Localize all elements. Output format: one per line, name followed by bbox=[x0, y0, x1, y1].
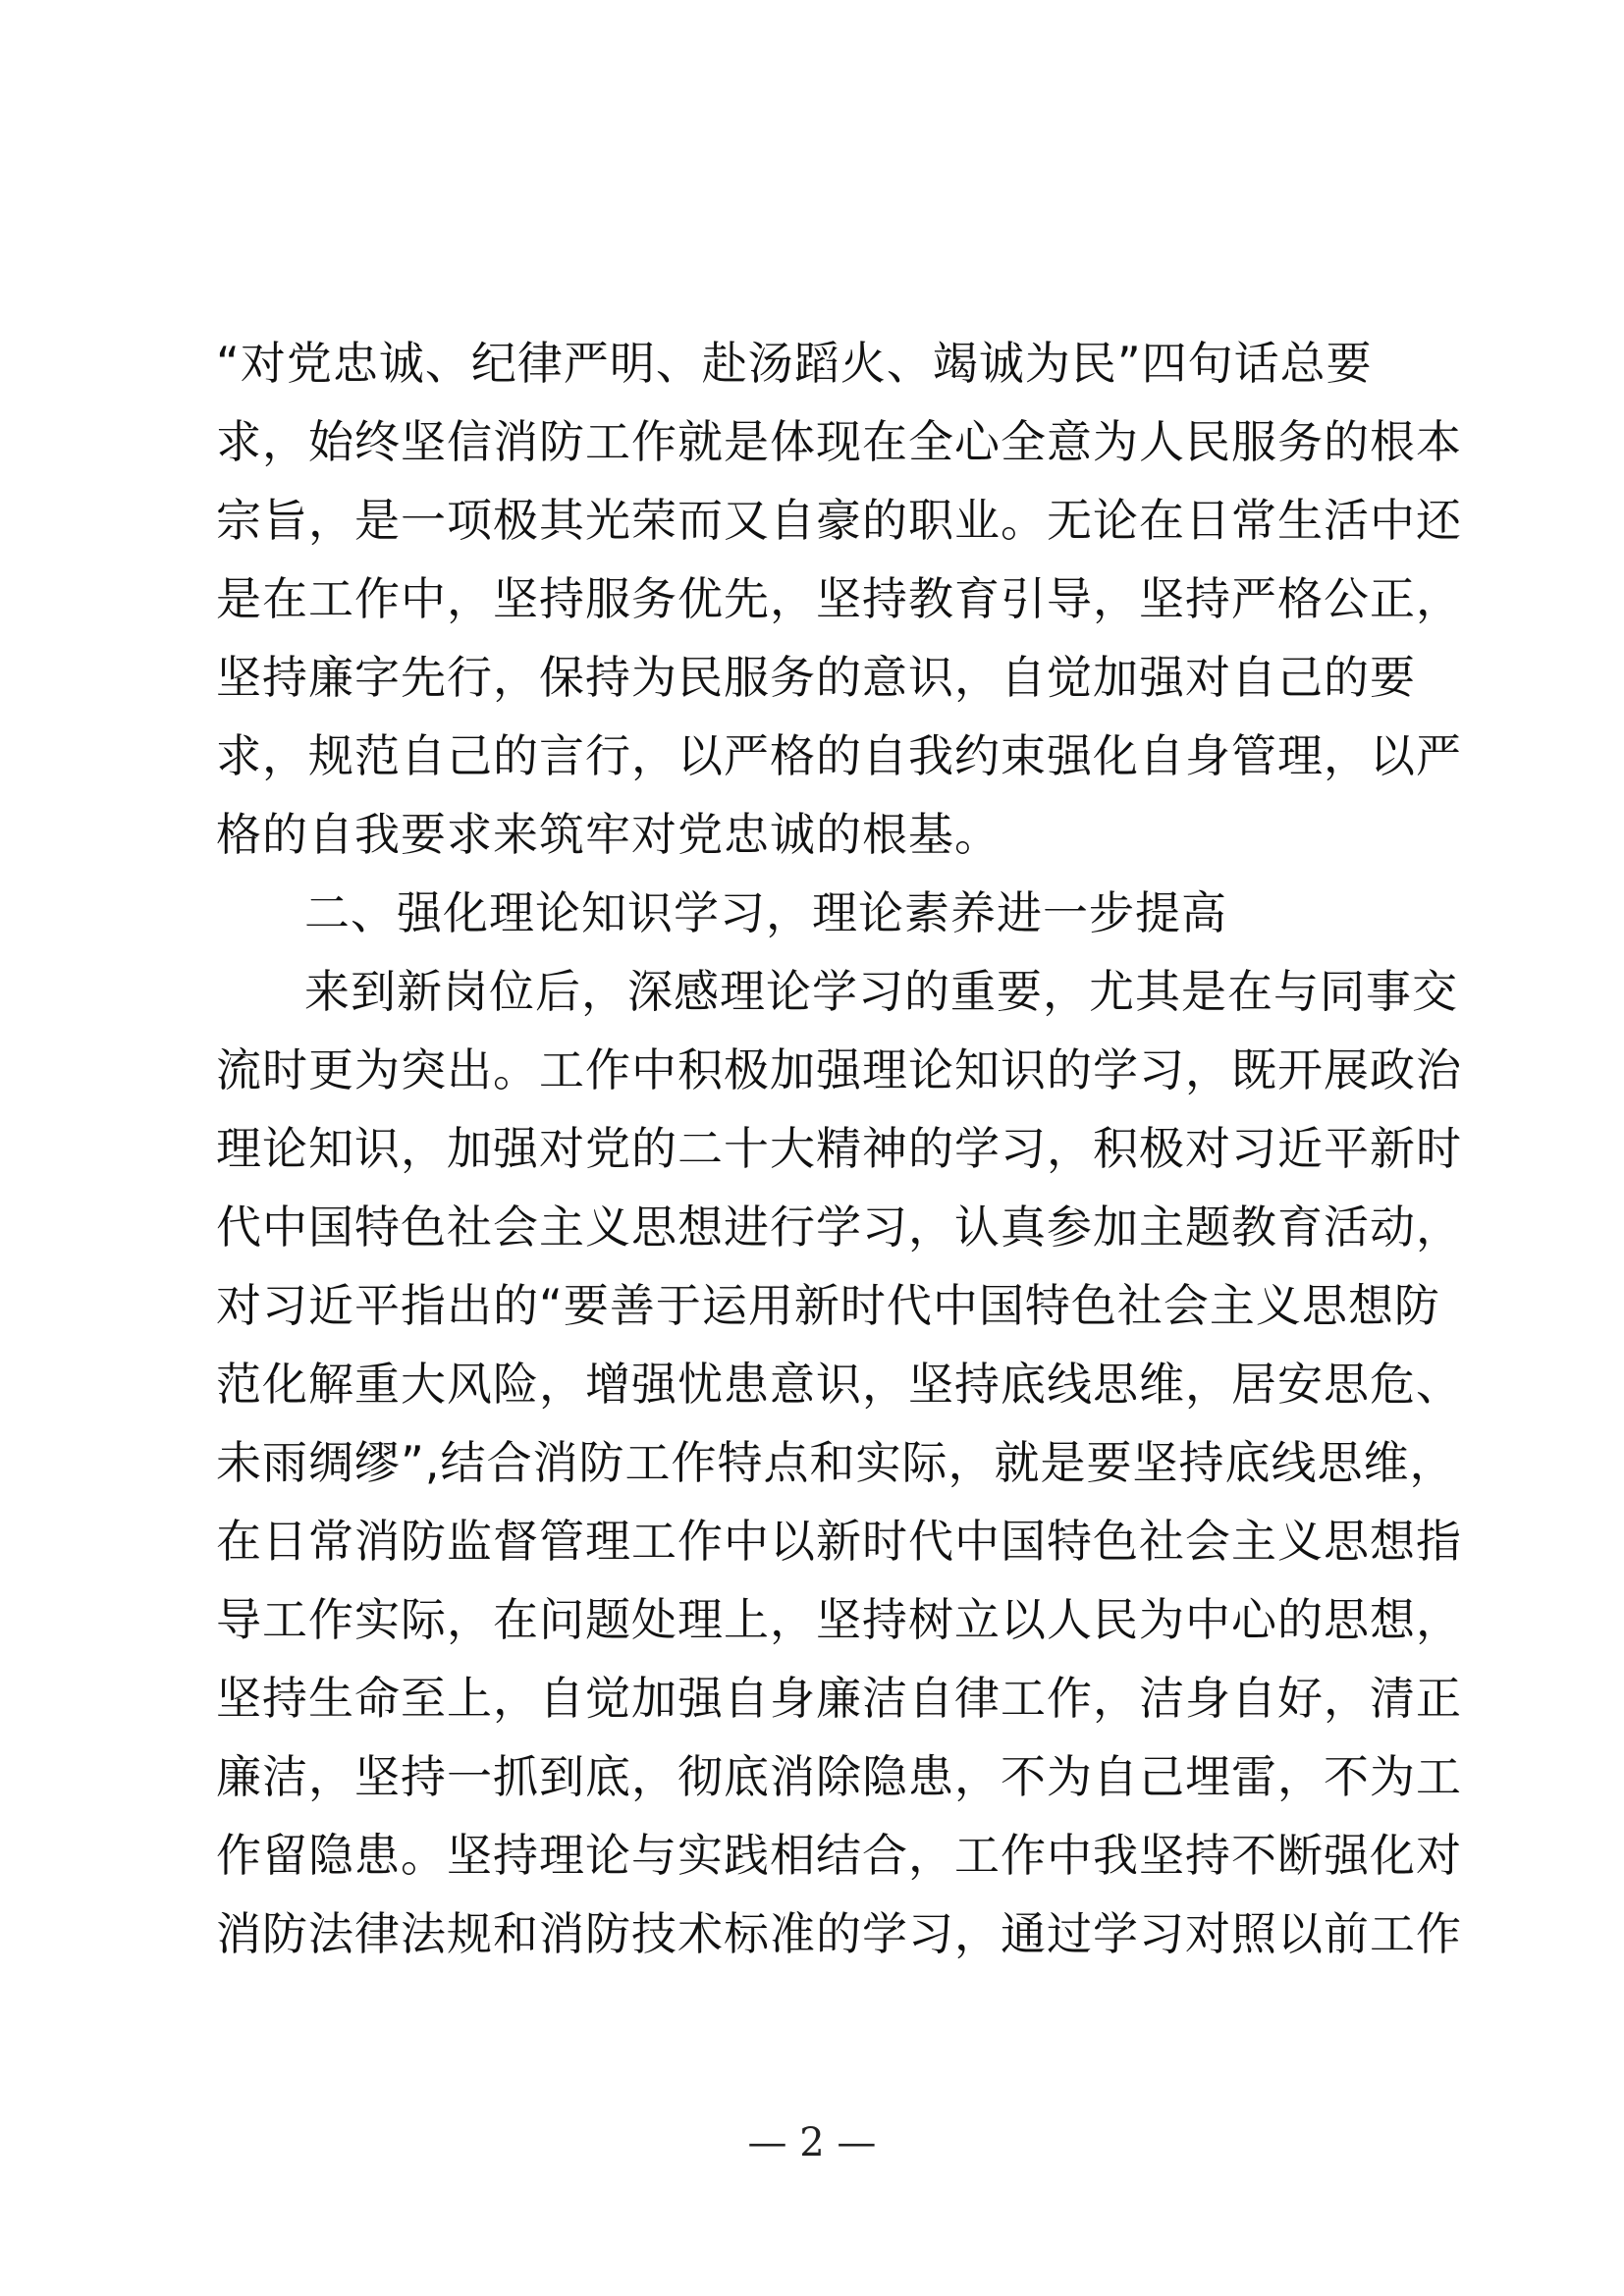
text-line: 坚持生命至上，自觉加强自身廉洁自律工作，洁身自好，清正 bbox=[216, 1672, 1462, 1725]
text-line: 未雨绸缪”,结合消防工作特点和实际，就是要坚持底线思维， bbox=[216, 1436, 1456, 1489]
text-line: 求，始终坚信消防工作就是体现在全心全意为人民服务的根本 bbox=[216, 415, 1462, 468]
page-number: — 2 — bbox=[747, 2120, 877, 2165]
text-line: 来到新岗位后，深感理论学习的重要，尤其是在与同事交 bbox=[304, 965, 1458, 1018]
text-line: 范化解重大风险，增强忧患意识，坚持底线思维，居安思危、 bbox=[216, 1358, 1462, 1411]
text-line: 作留隐患。坚持理论与实践相结合，工作中我坚持不断强化对 bbox=[216, 1829, 1462, 1882]
section-heading: 二、强化理论知识学习，理论素养进一步提高 bbox=[304, 886, 1227, 939]
text-line: 在日常消防监督管理工作中以新时代中国特色社会主义思想指 bbox=[216, 1515, 1462, 1568]
text-line: “对党忠诚、纪律严明、赴汤蹈火、竭诚为民”四句话总要 bbox=[216, 337, 1373, 390]
text-line: 求，规范自己的言行，以严格的自我约束强化自身管理，以严 bbox=[216, 729, 1462, 782]
text-line: 消防法律法规和消防技术标准的学习，通过学习对照以前工作 bbox=[216, 1907, 1462, 1960]
text-line: 代中国特色社会主义思想进行学习，认真参加主题教育活动， bbox=[216, 1201, 1462, 1254]
text-line: 对习近平指出的“要善于运用新时代中国特色社会主义思想防 bbox=[216, 1279, 1440, 1332]
text-line: 廉洁，坚持一抓到底，彻底消除隐患，不为自己埋雷，不为工 bbox=[216, 1750, 1462, 1803]
text-line: 格的自我要求来筑牢对党忠诚的根基。 bbox=[216, 808, 1001, 861]
text-line: 坚持廉字先行，保持为民服务的意识，自觉加强对自己的要 bbox=[216, 651, 1416, 704]
text-line: 理论知识，加强对党的二十大精神的学习，积极对习近平新时 bbox=[216, 1122, 1462, 1175]
text-line: 宗旨，是一项极其光荣而又自豪的职业。无论在日常生活中还 bbox=[216, 494, 1462, 547]
text-line: 是在工作中，坚持服务优先，坚持教育引导，坚持严格公正， bbox=[216, 572, 1462, 625]
text-line: 流时更为突出。工作中积极加强理论知识的学习，既开展政治 bbox=[216, 1043, 1462, 1096]
text-line: 导工作实际，在问题处理上，坚持树立以人民为中心的思想， bbox=[216, 1593, 1462, 1646]
